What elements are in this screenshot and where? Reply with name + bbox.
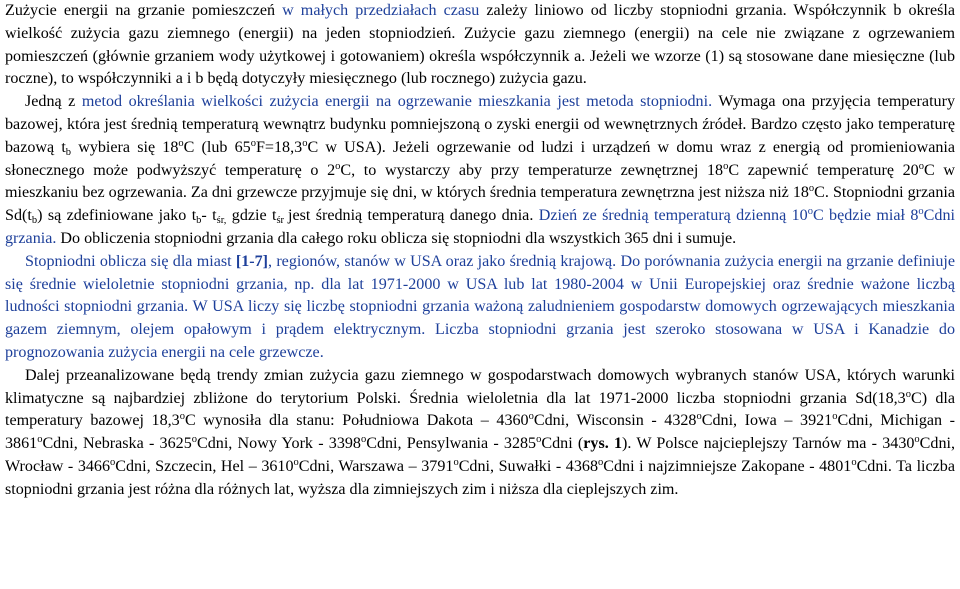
degree-sup: o (110, 456, 116, 468)
paragraph-2 (5, 91, 955, 251)
text: wybiera się 18 (71, 138, 179, 156)
subscript: śr (276, 215, 289, 227)
degree-sup: o (832, 411, 838, 423)
text: Cdni, Wisconsin - 4328 (533, 412, 697, 430)
text: C w USA). Jeżeli ogrzewanie od ludzi i urządzeń w domu wraz z energią od promieniowania słonecznego może podwyższyć temperaturę o 2 (5, 138, 956, 179)
paragraph-1 (5, 0, 955, 91)
degree-sup: o (37, 434, 43, 446)
degree-sup: o (918, 206, 924, 218)
degree-sup: o (335, 160, 341, 172)
text: C, to wystarczy aby przy temperaturze zewnętrznej 18 (340, 161, 724, 179)
degree-sup: o (723, 160, 729, 172)
degree-sup: o (360, 434, 367, 446)
text: Zużycie energii na grzanie pomieszczeń (5, 2, 283, 19)
text: Do obliczenia stopniodni grzania dla całego roku oblicza się stopniodni dla wszystkich 365 dni i sumuje. (56, 229, 737, 247)
text: Cdni. Ta liczba stopniodni grzania jest różna dla różnych lat, wyższa dla zimniejszych zim i niższa dla cieplejszych zim. (5, 457, 955, 498)
text: Cdni, Nowy York - 3398 (197, 435, 361, 453)
degree-sup: o (536, 434, 542, 446)
text: - t (201, 207, 217, 225)
text: Cdni grzania. (5, 207, 955, 247)
degree-sup: o (250, 137, 256, 149)
text: Dalej przeanalizowane będą trendy zmian zużycia gazu ziemnego w gospodarstwach domowych wybranych stanów USA, których warunki klimatyczne są najbardziej zbliżone do terytorium Polski. Średnia wieloletnia dla lat 1971-2000 liczba stopniodni grzania Sd(18,3 (5, 366, 955, 407)
subscript: b (31, 215, 38, 227)
text: C) dla temperatury bazowej 18,3 (5, 389, 956, 430)
degree-sup: o (905, 388, 911, 400)
degree-sup: o (851, 456, 857, 468)
highlighted-text: w małych przedziałach czasu (282, 2, 480, 19)
text: Cdni, Pensylwania - 3285 (366, 435, 537, 453)
text: Cdni i najzimniejsze Zakopane - 4801 (603, 457, 852, 475)
text: Cdni, Szczecin, Hel – 3610 (115, 457, 294, 475)
text: C (lub 65 (183, 138, 251, 156)
text: Stopniodni oblicza się dla miast (25, 252, 236, 270)
text: F=18,3 (255, 138, 303, 156)
text: Wymaga ona przyjęcia temperatury bazowej, która jest średnią temperaturą wewnątrz budynku pomniejszoną o zyski energii od wewnętrznych źródeł. Bardzo często jako temperaturę bazową t (5, 93, 955, 156)
text: jest średnią temperaturą danego dnia. (288, 207, 539, 225)
degree-sup: o (696, 411, 702, 423)
text: C wynosiła dla stanu: Południowa Dakota – 4360 (184, 412, 529, 430)
paragraph-3 (5, 251, 955, 365)
degree-sup: o (179, 411, 185, 423)
text: Cdni, Warszawa – 3791 (298, 457, 454, 475)
degree-sup: o (918, 160, 924, 172)
subscript: b (65, 146, 72, 158)
text: Cdni, Suwałki - 4368 (458, 457, 598, 475)
text: ). W Polsce najcieplejszy Tarnów ma - 3430 (622, 435, 915, 453)
text: C zapewnić temperaturę 20 (728, 161, 919, 179)
text: C będzie miał 8 (812, 207, 919, 225)
degree-sup: o (302, 137, 308, 149)
degree-sup: o (453, 456, 459, 468)
paragraph-4 (5, 365, 955, 502)
figure-reference[interactable]: rys. 1 (583, 435, 622, 453)
subscript: śr, (216, 215, 227, 227)
degree-sup: o (191, 434, 197, 446)
text: C. Stopniodni grzania Sd(t (5, 184, 955, 225)
degree-sup: o (598, 456, 604, 468)
text: Cdni, Wrocław - 3466 (5, 435, 955, 475)
text: Dzień ze średnią temperaturą dzienną 10 (538, 207, 808, 225)
text: ) są zdefiniowane jako t (37, 207, 197, 225)
text: Cdni, Nebraska - 3625 (42, 435, 192, 453)
subscript: b (196, 215, 202, 227)
text: zależy liniowo od liczby stopniodni grzania. Współczynnik b określa wielkość zużycia gazu ziemnego (energii) na jeden stopniodzień. Zużycie gazu ziemnego (energii) na cele nie związane z ogrzewaniem pomieszczeń (głównie grzaniem wody użytkowej i gotowaniem) określa współczynnik a. Jeżeli we wzorze (1) są stosowane dane miesięczne (lub roczne), to współczynniki a i b będą dotyczyły miesięcznego (lub rocznego) zużycia gazu. (5, 2, 955, 88)
text: Cdni ( (541, 435, 584, 453)
degree-sup: o (528, 411, 534, 423)
text: gdzie t (226, 207, 277, 225)
text: Cdni, Iowa – 3921 (701, 412, 833, 430)
text: Jedną z (25, 93, 82, 111)
degree-sup: o (914, 434, 920, 446)
degree-sup: o (808, 183, 815, 195)
text: C w mieszkaniu bez ogrzewania. Za dni grzewcze przyjmuje się dni, w których średnia temperatura zewnętrzna jest niższa niż 18 (5, 161, 955, 202)
degree-sup: o (178, 137, 184, 149)
text: Cdni, Michigan - 3861 (5, 412, 955, 453)
text: , regionów, stanów w USA oraz jako średnią krajową. Do porównania zużycia energii na grzanie definiuje się średnie wieloletnie stopniodni grzania, np. dla lat 1971-2000 w USA lub lat 1980-2004 w Unii Europejskiej oraz średnie ważone liczbą ludności stopniodni grzania. W USA liczy się liczbę stopniodni grzania ważoną zaludnieniem gospodarstw domowych ogrzewających mieszkania gazem ziemnym, olejem opałowym i prądem elektrycznym. Liczba stopniodni grzania jest szeroko stosowana w USA i Kanadzie do prognozowania zużycia energii na cele grzewcze. (5, 252, 955, 361)
degree-sup: o (293, 456, 299, 468)
degree-sup: o (807, 206, 813, 218)
reference-link[interactable]: [1-7] (235, 252, 269, 270)
highlighted-text: metod określania wielkości zużycia energii na ogrzewanie mieszkania jest metoda stopniodni. (81, 93, 713, 111)
